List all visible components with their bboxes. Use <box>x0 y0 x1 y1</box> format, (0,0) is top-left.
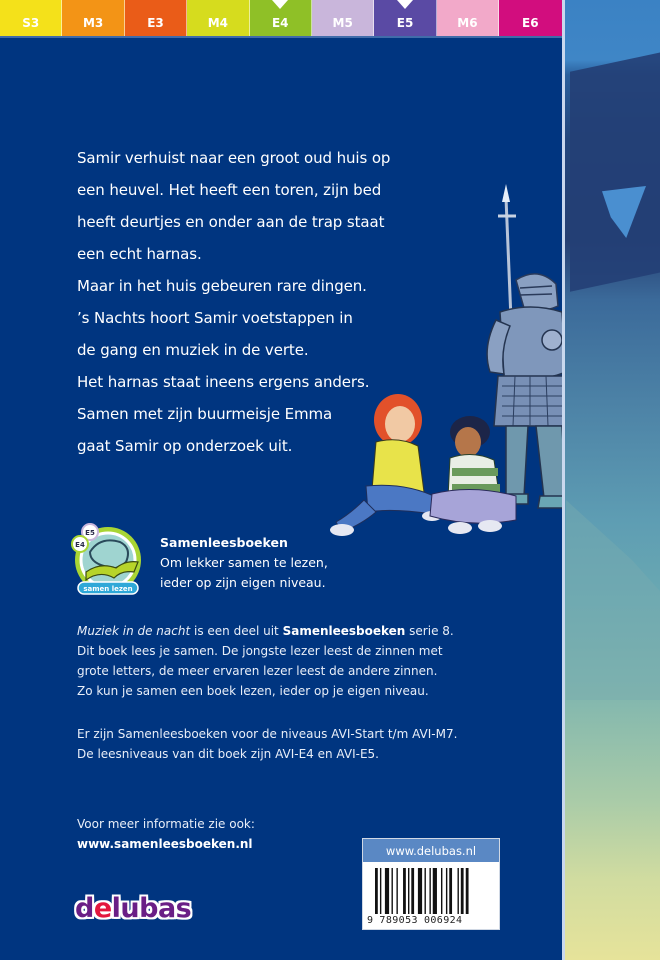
samen-lezen-badge-icon <box>68 522 142 598</box>
series-tagline-2: ieder op zijn eigen niveau. <box>160 575 326 590</box>
isbn-number <box>367 915 497 926</box>
cover-illustration <box>320 180 565 550</box>
level-tab-label: E5 <box>396 16 414 30</box>
series-tagline-1: Om lekker samen te lezen, <box>160 555 328 570</box>
logo-swash: e <box>93 893 112 924</box>
level-tab-label: S3 <box>22 16 40 30</box>
level-tab-m4[interactable] <box>187 0 249 36</box>
tabs-divider <box>0 36 562 38</box>
badge-level-e5: E5 <box>85 529 95 537</box>
description-text: is een deel uit <box>190 624 283 638</box>
reading-levels-info <box>77 724 547 764</box>
series-name: Samenleesboeken <box>282 624 406 638</box>
selected-marker-icon <box>272 0 288 9</box>
description-line-4: Zo kun je samen een boek lezen, ieder op je eigen niveau. <box>77 684 429 698</box>
badge-level-e4: E4 <box>75 541 85 549</box>
level-tab-e4[interactable] <box>250 0 312 36</box>
series-title: Samenleesboeken <box>160 535 288 550</box>
castle-silhouette <box>570 48 660 291</box>
story-line: Maar in het huis gebeuren rare dingen. <box>77 277 367 295</box>
description-line-1 <box>77 621 547 641</box>
barcode-block <box>362 838 500 930</box>
level-tab-s3[interactable] <box>0 0 62 36</box>
background-shading <box>566 500 660 700</box>
description-line-2: Dit boek lees je samen. De jongste lezer leest de zinnen met <box>77 644 443 658</box>
logo-text: lubas <box>111 893 192 924</box>
level-tab-label: E6 <box>522 16 539 30</box>
story-line: heeft deurtjes en onder aan de trap staat <box>77 213 385 231</box>
selected-marker-icon <box>397 0 413 9</box>
story-line: gaat Samir op onderzoek uit. <box>77 437 293 455</box>
levels-line-1: Er zijn Samenleesboeken voor de niveaus AVI-Start t/m AVI-M7. <box>77 727 458 741</box>
badge-label: samen lezen <box>83 585 133 593</box>
website-link[interactable]: www.samenleesboeken.nl <box>77 837 253 851</box>
description-line-3: grote letters, de meer ervaren lezer leest de andere zinnen. <box>77 664 438 678</box>
level-tab-label: M4 <box>207 16 229 30</box>
spine-divider <box>562 0 565 960</box>
girl-illustration <box>330 394 442 536</box>
story-line: ’s Nachts hoort Samir voetstappen in <box>77 309 353 327</box>
level-tab-label: M3 <box>82 16 104 30</box>
book-description <box>77 621 547 701</box>
cover-spine-artwork <box>562 0 660 960</box>
level-tab-label: E4 <box>271 16 289 30</box>
isbn-prefix: 9 <box>367 915 374 926</box>
level-tab-m3[interactable] <box>62 0 124 36</box>
level-tab-label: M6 <box>457 16 478 30</box>
level-tab-label: E3 <box>147 16 164 30</box>
story-line: een echt harnas. <box>77 245 202 263</box>
story-line: de gang en muziek in de verte. <box>77 341 309 359</box>
series-number: serie 8. <box>405 624 454 638</box>
story-line: Samen met zijn buurmeisje Emma <box>77 405 333 423</box>
barcode-icon <box>375 868 491 914</box>
story-line: een heuvel. Het heeft een toren, zijn bed <box>77 181 382 199</box>
series-info <box>160 533 328 593</box>
boy-illustration <box>430 416 516 534</box>
level-tab-m5[interactable] <box>312 0 374 36</box>
publisher-logo <box>75 893 191 924</box>
level-tab-label: M5 <box>332 16 353 30</box>
level-tab-e5[interactable] <box>374 0 436 36</box>
knight-armor-illustration <box>487 184 565 508</box>
levels-line-2: De leesniveaus van dit boek zijn AVI-E4 en AVI-E5. <box>77 747 379 761</box>
level-tab-e3[interactable] <box>125 0 187 36</box>
isbn-group-1: 789053 <box>379 915 418 926</box>
level-tab-m6[interactable] <box>437 0 499 36</box>
story-line: Samir verhuist naar een groot oud huis op <box>77 149 391 167</box>
reading-level-tabs <box>0 0 562 36</box>
logo-text: d <box>75 893 94 924</box>
publisher-url: www.delubas.nl <box>363 839 499 862</box>
level-tab-e6[interactable] <box>499 0 561 36</box>
story-line: Het harnas staat ineens ergens anders. <box>77 373 370 391</box>
more-info-label: Voor meer informatie zie ook: <box>77 817 255 831</box>
isbn-group-2: 006924 <box>423 915 463 926</box>
book-title: Muziek in de nacht <box>77 624 191 638</box>
